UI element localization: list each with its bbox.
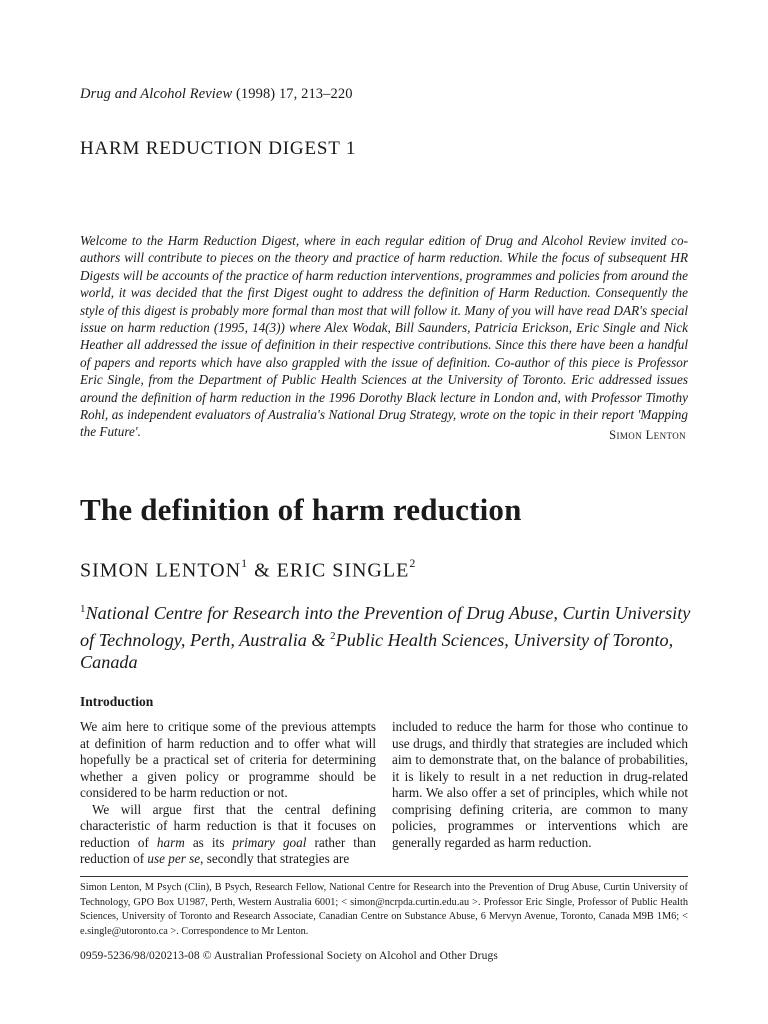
intro-paragraph: Welcome to the Harm Reduction Digest, where in each regular edition of Drug and Alcohol Review invited co-authors will contribute to pieces on the theory and practice of harm reduction. While the focus of subsequent HR Digests will be accounts of the practice of harm reduction interventions, programmes and policies from around the world, it was decided that the first Digest ought to address the definition of Harm Reduction. Consequently the style of this digest is probably more formal than most that will follow it. Many of you will have read DAR's special issue on harm reduction (1995, 14(3)) where Alex Wodak, Bill Saunders, Patricia Erickson, Eric Single and Nick Heather all addressed the issue of definition in their respective contributions. Since this there have been a handful of papers and reports which have also grappled with the issue of definition. Co-author of this piece is Professor Eric Single, from the Department of Public Health Sciences at the University of Toronto. Eric addressed issues around the definition of harm reduction in the 1996 Dorothy Black lecture in London and, with Professor Timothy Rohl, as independent evaluators of Australia's National Drug Strategy, wrote on the topic in their report 'Mapping the Future'. — [80, 233, 688, 440]
body-paragraph-1: We aim here to critique some of the previous attempts at definition of harm reduction and to offer what will hopefully be a practical set of criteria for determining whether a given policy or programme should be considered to be harm reduction or not. — [80, 719, 376, 800]
affil-sup-1: 1 — [80, 603, 86, 615]
journal-name: Drug and Alcohol Review — [80, 86, 233, 102]
author-2-sup: 2 — [409, 556, 417, 570]
p2-text-3: rather than reduction of — [80, 834, 377, 866]
p2-text-1: We will argue first that the central defining characteristic of harm reduction is that it focuses on reduction of — [80, 801, 376, 850]
p2-italic-1: harm — [156, 834, 185, 850]
affiliations — [80, 598, 700, 674]
p2-text-4: , secondly that strategies are — [200, 851, 350, 866]
journal-citation — [80, 86, 353, 103]
copyright-line: 0959-5236/98/020213-08 © Australian Professional Society on Alcohol and Other Drugs — [80, 950, 498, 962]
p2-italic-2: primary goal — [232, 834, 307, 850]
author-2-name: ERIC SINGLE — [276, 559, 410, 582]
body-column-right — [392, 719, 688, 851]
body-paragraph-2 — [80, 802, 376, 868]
p2-text-2: as its — [184, 834, 233, 850]
author-footnote: Simon Lenton, M Psych (Clin), B Psych, Research Fellow, National Centre for Research into the Prevention of Drug Abuse, Curtin University of Technology, GPO Box U1987, Perth, Western Australia 6001; < simon@ncrpda.curtin.edu.au >. Professor Eric Single, Professor of Public Health Sciences, University of Toronto and Research Associate, Canadian Centre on Substance Abuse, 6 Mervyn Avenue, Toronto, Canada M9B 1M6; < e.single@utoronto.ca >. Correspondence to Mr Lenton. — [80, 882, 688, 937]
affil-sup-2: 2 — [330, 629, 336, 642]
footnote-rule — [80, 876, 688, 877]
affil-part-2: Public Health Sciences, University of Toronto, Canada — [80, 629, 674, 673]
section-heading: Introduction — [80, 694, 154, 709]
author-1-name: SIMON LENTON — [80, 559, 242, 582]
author-joiner: & — [248, 559, 277, 582]
affil-part-1: National Centre for Research into the Prevention of Drug Abuse, Curtin University of Technology, Perth, Australia & — [80, 603, 691, 650]
digest-title: HARM REDUCTION DIGEST 1 — [80, 138, 357, 159]
author-line — [80, 558, 416, 583]
body-column-left — [80, 719, 376, 868]
citation-details: (1998) 17, 213–220 — [232, 86, 353, 102]
body-paragraph-right: included to reduce the harm for those who continue to use drugs, and thirdly that strategies are included which aim to demonstrate that, on the balance of probabilities, it is likely to result in a net reduction in drug-related harm. We also offer a set of principles, which while not comprising defining criteria, are common to many policies, programmes or interventions which are generally regarded as harm reduction. — [392, 719, 688, 850]
intro-signature: Simon Lenton — [609, 428, 686, 442]
p2-italic-3: use per se — [147, 851, 201, 866]
article-title: The definition of harm reduction — [80, 492, 522, 527]
author-1-sup: 1 — [241, 556, 249, 570]
